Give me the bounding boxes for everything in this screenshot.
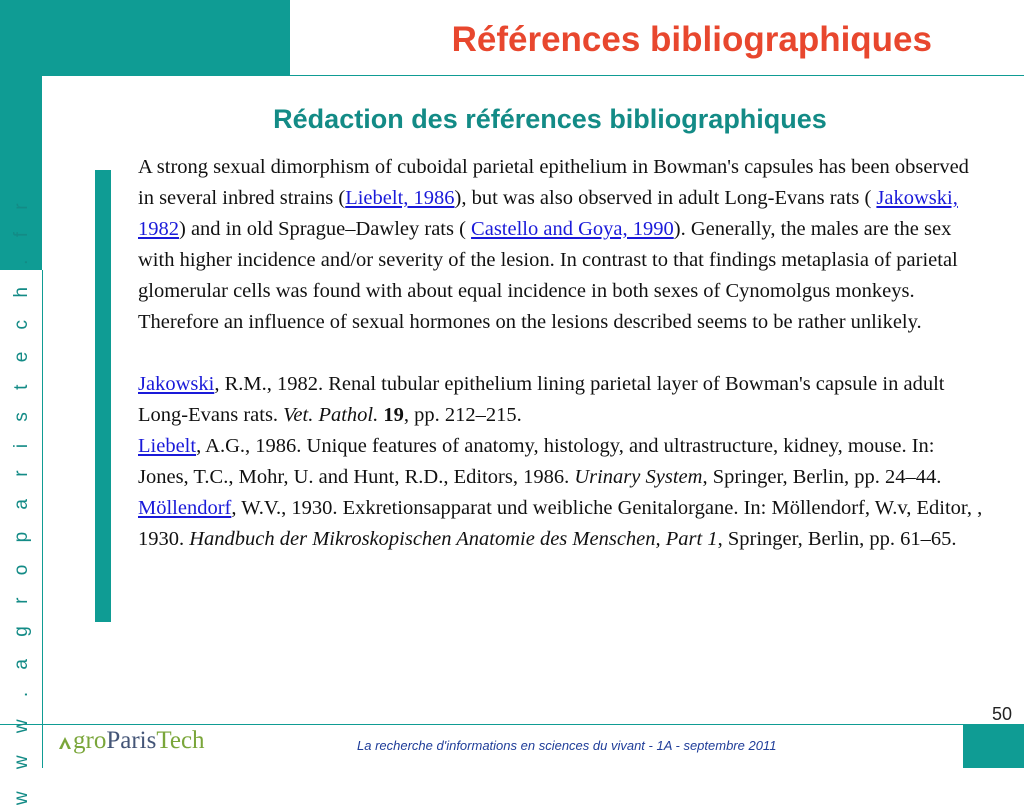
bottom-right-teal-block [963,724,1024,768]
reference-book-title: Urinary System [574,466,703,488]
reference-text: , pp. 212–215. [403,404,522,426]
agroparistech-logo [58,728,205,753]
paragraph-text: A strong sexual dimorphism of cuboidal parietal epithelium in Bowman's capsules has been observed in several inbred strains ( [138,156,969,209]
reference-book-title: Handbuch der Mikroskopischen Anatomie des Menschen, Part 1 [189,528,718,550]
logo-text-paris: Paris [106,727,157,754]
logo-text-tech: Tech [156,727,205,754]
paragraph-text: ), but was also observed in adult Long-Evans rats ( [454,187,877,209]
paragraph-text: ). Generally, the males are the sex with higher incidence and/or severity of the lesion. In contrast to that findings metaplasia of parietal glomerular cells was found with about equal incidence in both sexes of Cynomolgus monkeys. Therefore an influence of sexual hormones on the lesions described seems to be rather unlikely. [138,218,958,333]
reference-author-link[interactable]: Möllendorf [138,497,232,519]
reference-author-link[interactable]: Jakowski [138,373,215,395]
reference-text: , R.M., 1982. Renal tubular epithelium lining parietal layer of Bowman's capsule in adult Long-Evans rats. [138,373,945,426]
body-paragraph [138,152,988,338]
page-number: 50 [991,704,1012,724]
citation-link-jakowski[interactable]: Jakowski, 1982 [138,187,958,240]
logo-a-mark-icon [58,736,72,750]
reference-text: , Springer, Berlin, pp. 61–65. [717,528,957,550]
reference-text: , W.V., 1930. Exkretionsapparat und weibliche Genitalorgane. In: Möllendorf, W.v, Editor, , 1930. [138,497,983,550]
reference-entry [138,431,988,493]
reference-volume: 19 [383,404,404,426]
reference-entry [138,493,988,555]
citation-link-liebelt[interactable]: Liebelt, 1986 [345,187,455,209]
reference-text: , Springer, Berlin, pp. 24–44. [702,466,942,488]
website-url: w w w . a g r o p a r i s t e c h . f r [11,194,32,805]
top-left-teal-block [0,0,290,75]
content-accent-bar [95,170,111,622]
content-area [138,152,988,555]
left-margin-line [42,270,43,768]
citation-link-castello[interactable]: Castello and Goya, 1990 [471,218,674,240]
logo-text-agro: gro [73,727,107,754]
paragraph-text: ) and in old Sprague–Dawley rats ( [179,218,472,240]
reference-author-link[interactable]: Liebelt [138,435,197,457]
page-title: Références bibliographiques [451,20,932,59]
reference-entry [138,369,988,431]
footer-caption: La recherche d'informations en sciences du vivant - 1A - septembre 2011 [357,738,777,753]
reference-journal: Vet. Pathol. [283,404,379,426]
section-subtitle: Rédaction des références bibliographiques [273,104,827,134]
header-divider [42,75,1024,76]
footer-divider [0,724,1024,725]
reference-text: , A.G., 1986. Unique features of anatomy, histology, and ultrastructure, kidney, mouse. In: Jones, T.C., Mohr, U. and Hunt, R.D., Editors, 1986. [138,435,935,488]
